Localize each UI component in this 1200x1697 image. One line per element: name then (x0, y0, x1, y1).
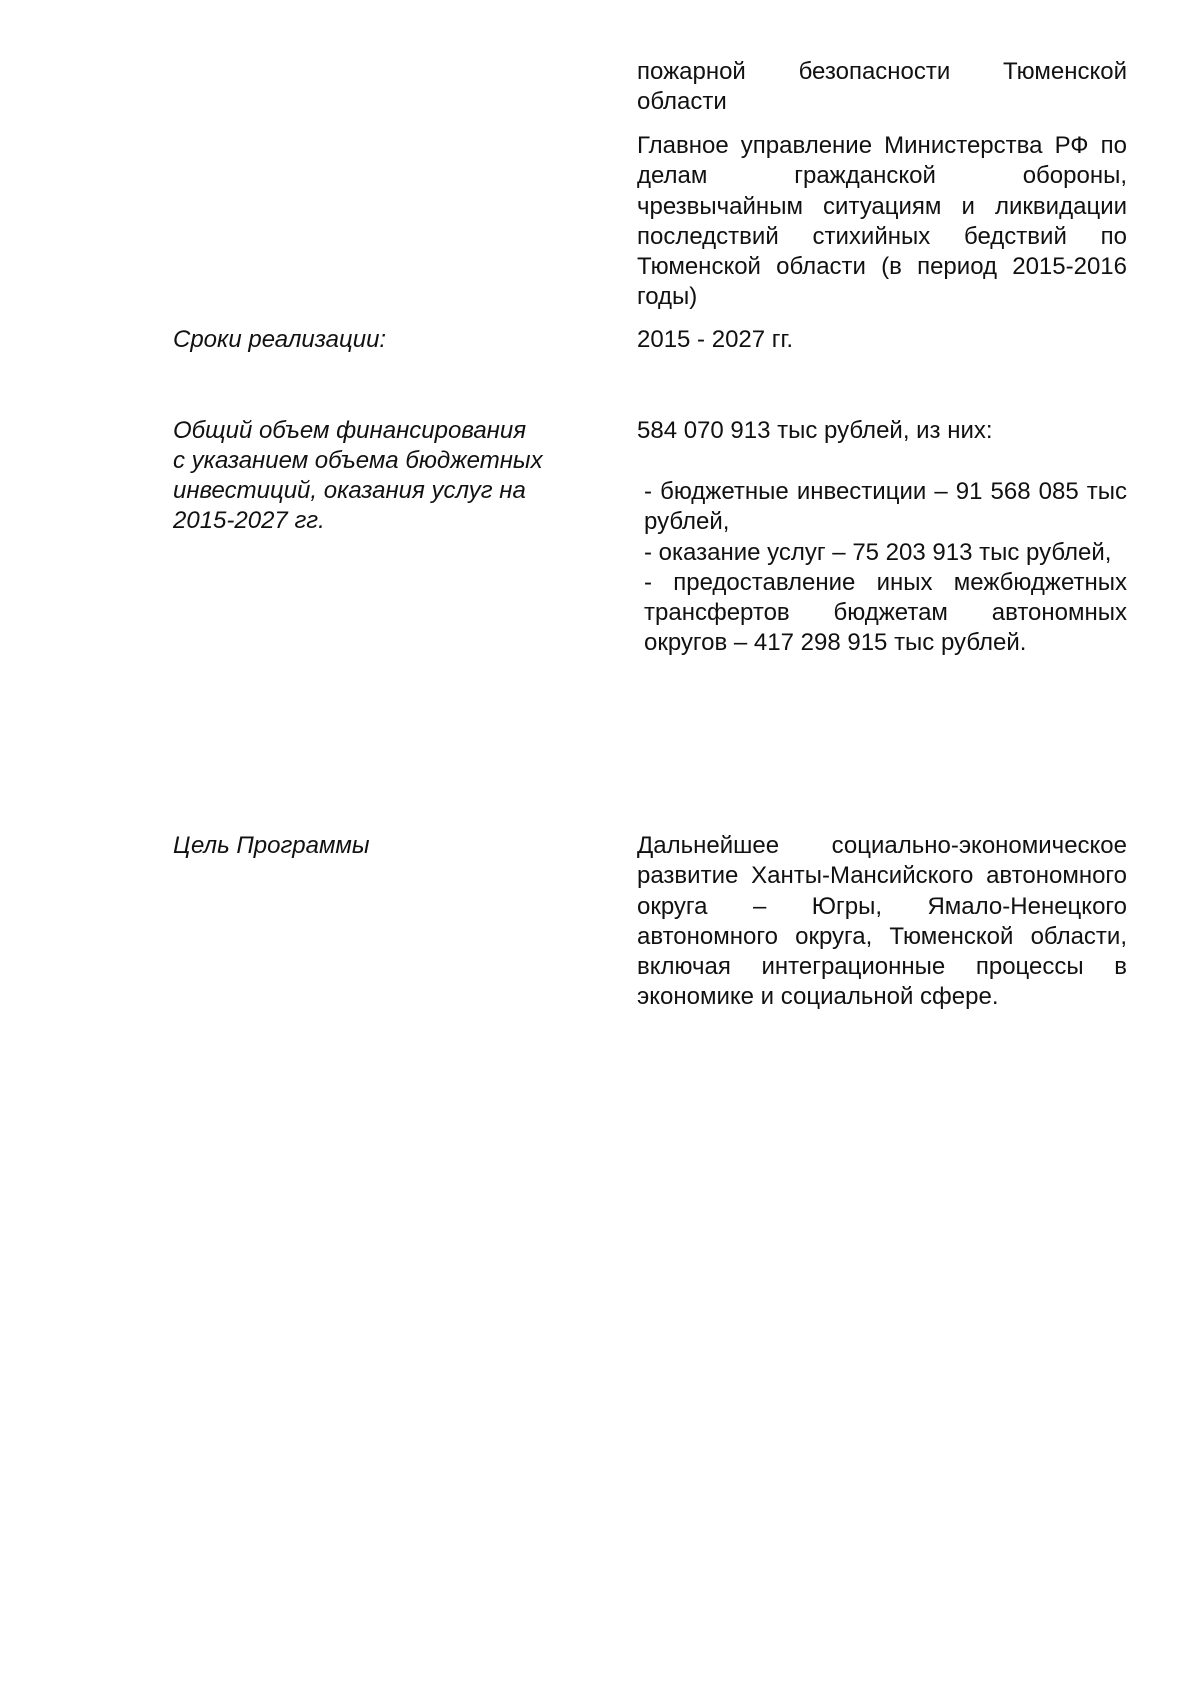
financing-item-transfers: - предоставление иных межбюджетных трансфертов бюджетам автономных округов – 417 298 915 тыс рублей. (644, 568, 1127, 657)
financing-item-services: - оказание услуг – 75 203 913 тыс рублей, (644, 538, 1112, 566)
financing-label: Общий объем финансирования с указанием объема бюджетных инвестиций, оказания услуг на 2015-2027 гг. (173, 417, 543, 534)
terms-label: Сроки реализации: (173, 326, 387, 353)
terms-value: 2015 - 2027 гг. (637, 326, 794, 353)
goal-value: Дальнейшее социально-экономическое развитие Ханты-Мансийского автономного округа – Югры, Ямало-Ненецкого автономного округа, Тюменской области, включая интеграционные процессы в экономике и социальной сфере. (637, 832, 1127, 1011)
financing-item-investments: - бюджетные инвестиции – 91 568 085 тыс рублей, (644, 478, 1127, 536)
executor-fire-safety-text: пожарной безопасности Тюменской области (637, 58, 1127, 116)
financing-total: 584 070 913 тыс рублей, из них: (637, 417, 993, 444)
executor-mchs-text: Главное управление Министерства РФ по делам гражданской обороны, чрезвычайным ситуациям и ликвидации последствий стихийных бедствий по Тюменской области (в период 2015-2016 годы) (637, 132, 1127, 311)
goal-label: Цель Программы (173, 832, 370, 859)
financing-breakdown-list (644, 477, 1127, 659)
